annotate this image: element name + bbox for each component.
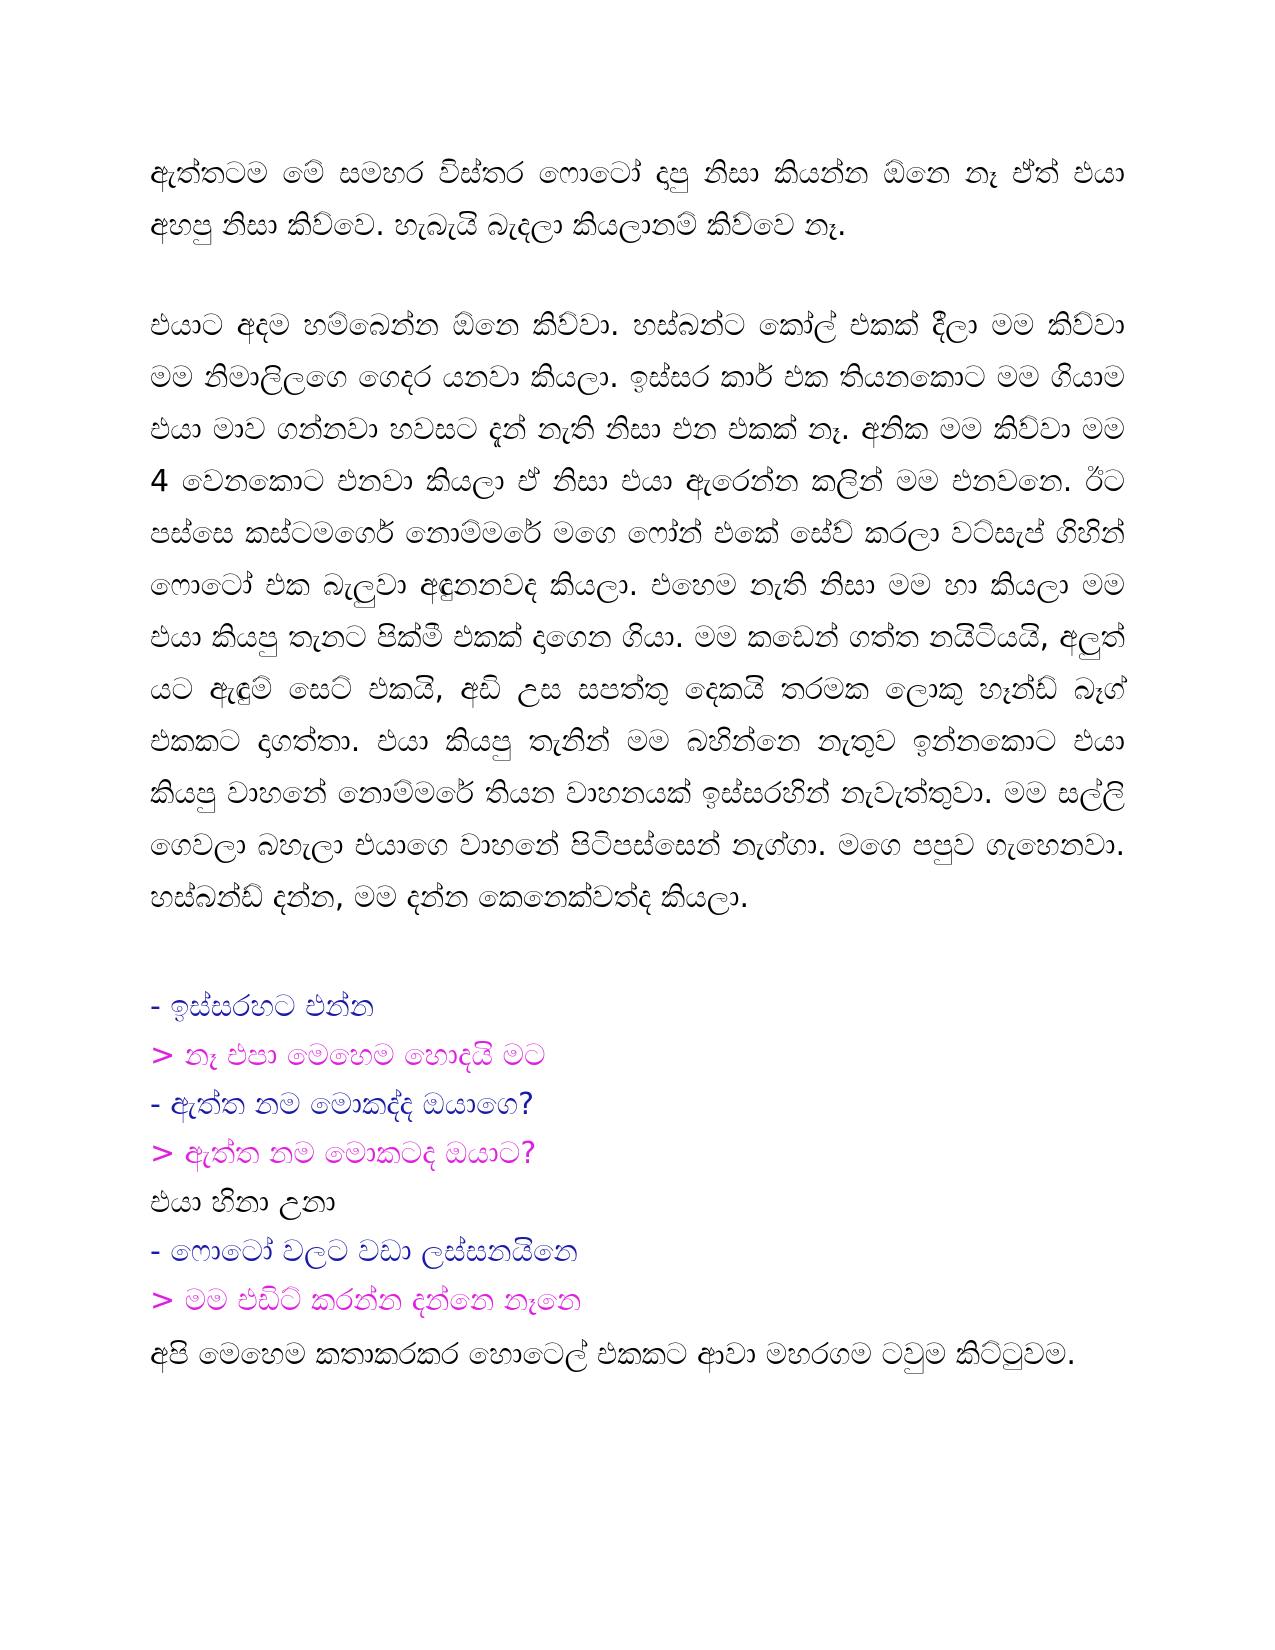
dialogue-line-question: - ඉස්සරහට එන්න <box>150 989 375 1024</box>
paragraph-closing: අපි මෙහෙම කතාකරකර හොටෙල් එකකට ආවා මහරගම ටවුම කිට්ටුවම. <box>150 1337 1076 1372</box>
paragraph-intro: ඇත්තටම මේ සමහර විස්තර ෆොටෝ දාපු නිසා කියන්න ඕනෙ නෑ ඒත් එයා අහපු නිසා කිව්වෙ. හැබැයි බැදලා කියලානම් කිව්වෙ නෑ. <box>150 156 1125 243</box>
dialogue-block <box>150 982 1125 1325</box>
dialogue-line-answer: > ඇත්ත නම මොකටද ඔයාට? <box>150 1136 537 1171</box>
document-page <box>150 148 1125 1383</box>
dialogue-line-answer: > නෑ එපා මෙහෙම හොදයි මට <box>150 1038 546 1073</box>
dialogue-line-answer: > මම එඩිට් කරන්න දන්නෙ නෑනෙ <box>150 1283 582 1318</box>
dialogue-line-narration: එයා හිනා උනා <box>150 1185 336 1220</box>
dialogue-line-question: - ඇත්ත නම මොකද්ද ඔයාගෙ? <box>150 1087 535 1122</box>
dialogue-spacer <box>150 924 1125 982</box>
paragraph-spacer <box>150 252 1125 300</box>
dialogue-line-question: - ෆොටෝ වලට වඩා ලස්සනයිනෙ <box>150 1234 578 1269</box>
paragraph-story: එයාට අදම හම්බෙන්න ඕනෙ කිව්වා. හස්බන්ට කෝල් එකක් දීලා මම කිව්වා මම නිමාලිලගෙ ගෙදර යනවා කියලා. ඉස්සර කාර් එක තියනකොට මම ගියාම එයා මාව ගන්නවා හවසට දැන් නැති නිසා එන එකක් නෑ. අනික මම කිව්වා මම 4 වෙනකොට එනවා කියලා ඒ නිසා එයා ඇරෙන්න කලින් මම එනවනෙ. ඊට පස්සෙ කස්ටමර්ගෙ නොම්මරේ මගෙ ෆෝන් එකේ සේව් කරලා වට්සැප් ගිහින් ෆොටෝ එක බැලුවා අඳුනනවද කියලා. එහෙම නැති නිසා මම හා කියලා මම එයා කියපු තැනට පික්මී එකක් දාගෙන ගියා. මම කඩෙන් ගත්ත නයිටියයි, අලුත් යට ඇඳුම් සෙට් එකයි, අඩි උස සපත්තු දෙකයි තරමක ලොකු හෑන්ඩ් බෑග් එකකට දාගත්තා. එයා කියපු තැනින් මම බහින්නෙ නැතුව ඉන්නකොට එයා කියපු වාහනේ නොම්මරේ තියන වාහනයක් ඉස්සරහින් නැවැත්තුවා. මම සල්ලි ගෙවලා බහැලා එයාගෙ වාහනේ පිටිපස්සෙන් නැග්ගා. මගෙ පපුව ගැහෙනවා. හස්බන්ඩ් දන්න, මම දන්න කෙනෙක්වත්ද කියලා. <box>150 308 1125 915</box>
